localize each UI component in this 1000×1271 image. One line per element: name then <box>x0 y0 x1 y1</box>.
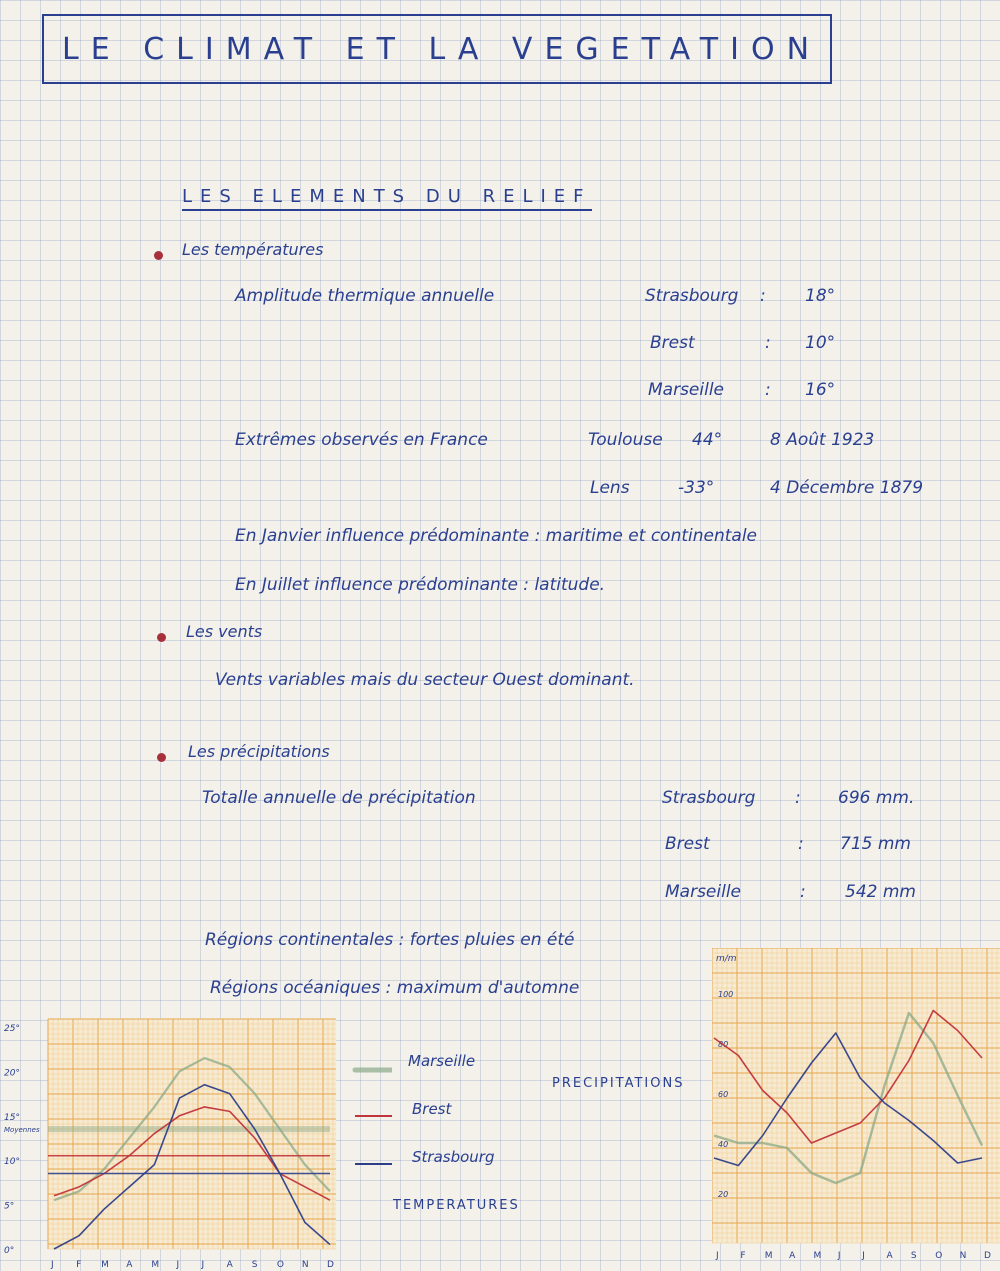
y-tick-label: 80 <box>718 1040 729 1049</box>
amplitude-sep: : <box>765 333 771 353</box>
july-text: En Juillet influence prédominante : latitude. <box>235 575 606 595</box>
unit-label: m/m <box>716 954 737 964</box>
oceanic-text: Régions océaniques : maximum d'automne <box>210 978 580 998</box>
section-title: LES ELEMENTS DU RELIEF <box>182 186 592 211</box>
legend-label-marseille: Marseille <box>408 1052 476 1070</box>
y-tick-label: 10° <box>4 1157 20 1168</box>
precip-total-label: Totalle annuelle de précipitation <box>202 788 476 808</box>
x-tick-label: N <box>301 1260 309 1270</box>
bullet-icon <box>157 633 166 642</box>
extreme-value: 44° <box>692 430 723 450</box>
x-tick-label: M <box>101 1260 109 1270</box>
precip-value: 542 mm <box>845 882 916 902</box>
extreme-value: -33° <box>678 478 715 498</box>
y-tick-label: 5° <box>4 1201 15 1212</box>
precip-city: Strasbourg <box>662 788 756 808</box>
bullet-icon <box>154 251 163 260</box>
x-tick-label: J <box>51 1260 54 1270</box>
precip-sep: : <box>798 834 804 854</box>
x-tick-label: J <box>862 1251 865 1261</box>
y-tick-label: 100 <box>718 990 734 999</box>
x-tick-label: J <box>837 1251 841 1261</box>
january-text: En Janvier influence prédominante : maritime et continentale <box>235 526 758 546</box>
precip-sep: : <box>800 882 806 902</box>
temperatures-label: TEMPERATURES <box>393 1198 520 1213</box>
extreme-date: 4 Décembre 1879 <box>770 478 924 498</box>
y-tick-label: 40 <box>718 1140 729 1149</box>
amplitude-sep: : <box>765 380 771 400</box>
x-tick-label: O <box>935 1251 943 1261</box>
amplitude-city: Marseille <box>648 380 725 400</box>
temperatures-heading: Les températures <box>182 240 324 259</box>
page-title: LE CLIMAT ET LA VEGETATION <box>62 31 822 67</box>
continental-text: Régions continentales : fortes pluies en été <box>205 930 575 950</box>
precip-sep: : <box>795 788 801 808</box>
y-tick-label: 0° <box>4 1246 15 1256</box>
x-tick-label: F <box>740 1251 746 1261</box>
mean-label: Moyennes <box>4 1126 40 1135</box>
amplitude-value: 16° <box>805 380 836 400</box>
precip-value: 715 mm <box>840 834 911 854</box>
winds-heading: Les vents <box>186 622 263 641</box>
precipitations-heading: Les précipitations <box>188 742 330 761</box>
x-tick-label: M <box>151 1260 160 1270</box>
extreme-city: Lens <box>590 478 630 498</box>
x-tick-label: O <box>276 1260 284 1270</box>
y-tick-label: 60 <box>718 1090 729 1099</box>
temperature-chart <box>0 1015 340 1271</box>
x-tick-label: J <box>201 1260 205 1270</box>
extreme-date: 8 Août 1923 <box>770 430 875 450</box>
precip-city: Brest <box>665 834 710 854</box>
amplitude-sep: : <box>760 286 766 306</box>
title-box <box>42 14 832 84</box>
x-tick-label: A <box>226 1260 233 1270</box>
y-tick-label: 15° <box>4 1112 20 1123</box>
y-tick-label: 20° <box>4 1068 20 1079</box>
amplitude-label: Amplitude thermique annuelle <box>235 286 495 306</box>
precipitation-chart <box>712 948 1000 1271</box>
x-tick-label: D <box>984 1251 991 1261</box>
x-tick-label: J <box>716 1251 719 1261</box>
x-tick-label: S <box>910 1251 917 1261</box>
x-tick-label: M <box>764 1251 773 1261</box>
amplitude-city: Brest <box>650 333 695 353</box>
extreme-city: Toulouse <box>588 430 663 450</box>
x-tick-label: S <box>251 1260 258 1270</box>
x-tick-label: F <box>76 1260 82 1270</box>
x-tick-label: M <box>813 1251 822 1261</box>
winds-text: Vents variables mais du secteur Ouest dominant. <box>215 670 635 690</box>
legend-swatches <box>352 1050 392 1170</box>
legend-label-strasbourg: Strasbourg <box>412 1148 495 1166</box>
amplitude-value: 10° <box>805 333 836 353</box>
x-tick-label: J <box>176 1260 180 1270</box>
x-tick-label: A <box>789 1251 796 1261</box>
precipitations-label: PRECIPITATIONS <box>552 1076 685 1091</box>
y-tick-label: 20 <box>718 1190 729 1199</box>
x-tick-label: D <box>327 1260 334 1270</box>
bullet-icon <box>157 753 166 762</box>
amplitude-city: Strasbourg <box>645 286 739 306</box>
x-tick-label: A <box>126 1260 133 1270</box>
precip-value: 696 mm. <box>838 788 915 808</box>
x-tick-label: A <box>886 1251 893 1261</box>
x-tick-label: N <box>959 1251 967 1261</box>
extremes-label: Extrêmes observés en France <box>235 430 488 450</box>
precip-city: Marseille <box>665 882 742 902</box>
y-tick-label: 25° <box>4 1024 20 1034</box>
legend-label-brest: Brest <box>412 1100 452 1118</box>
amplitude-value: 18° <box>805 286 836 306</box>
